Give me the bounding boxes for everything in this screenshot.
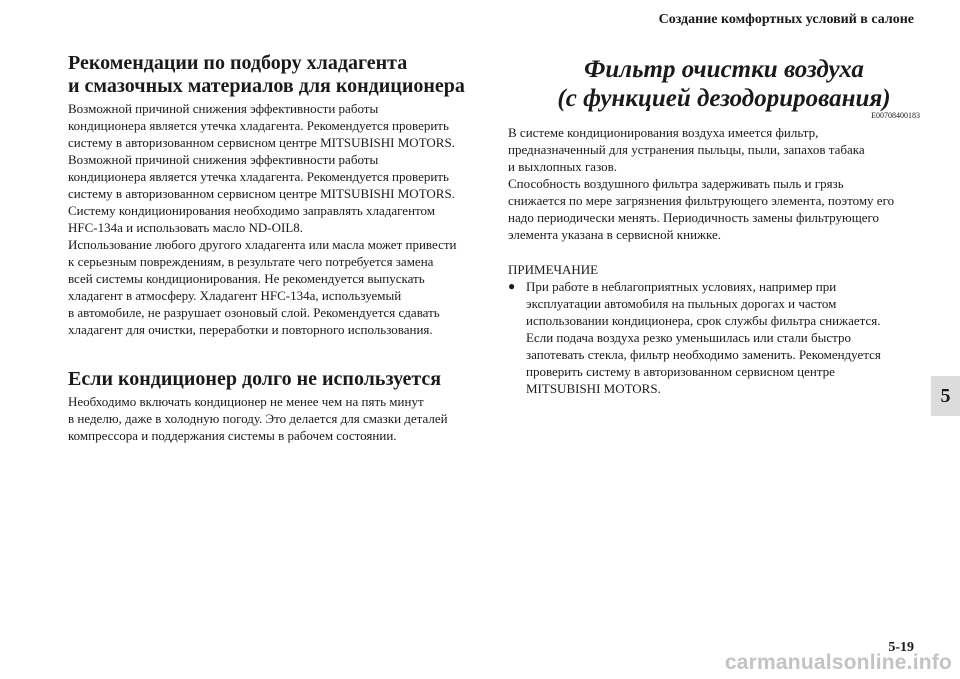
right-column: [508, 52, 920, 397]
section-title-unused-ac: Если кондиционер долго не используется: [68, 368, 442, 390]
section-body-refrigerant: Возможной причиной снижения эффективности работы кондиционера является утечка хладагента. Рекомендуется проверить систему в авторизованном сервисном центре MITSUBISHI MOTORS. Возможной причиной снижения эффективности работы кондиционера является утечка хладагента. Рекомендуется проверить систему в авторизованном сервисном центре MITSUBISHI MOTORS. Систему кондиционирования необходимо заправлять хладагентом HFC-134a и использовать масло ND-OIL8. Использование любого другого хладагента или масла может привести к серьезным повреждениям, в результате чего потребуется замена всей системы кондиционирования. Не рекомендуется выпускать хладагент в атмосферу. Хладагент HFC-134a, используемый в автомобиле, не разрушает озоновый слой. Рекомендуется сдавать хладагент для очистки, переработки и повторного использования.: [68, 101, 457, 337]
section-body-unused-ac: Необходимо включать кондиционер не менее чем на пять минут в неделю, даже в холодную погоду. Это делается для смазки деталей компрессора и поддержания системы в рабочем состоянии.: [68, 394, 448, 443]
left-column: [68, 52, 488, 444]
section-title-air-filter: Фильтр очистки воздуха (с функцией дезодорирования): [557, 56, 891, 112]
section-title-refrigerant: Рекомендации по подбору хладагента и смазочных материалов для кондиционера: [68, 52, 465, 97]
note-heading: ПРИМЕЧАНИЕ: [508, 262, 599, 277]
section-body-air-filter: В системе кондиционирования воздуха имеется фильтр, предназначенный для устранения пыльцы, пыли, запахов табака и выхлопных газов. Способность воздушного фильтра задерживать пыль и грязь снижается по мере загрязнения фильтрующего элемента, поэтому его надо периодически менять. Периодичность замены фильтрующего элемента указана в сервисной книжке.: [508, 125, 895, 242]
running-header: Создание комфортных условий в салоне: [658, 12, 914, 27]
bullet-icon: ●: [508, 279, 516, 293]
page-number: 5-19: [888, 640, 914, 655]
document-code: E00708400183: [871, 111, 920, 120]
chapter-tab: 5: [931, 376, 960, 416]
note-text: При работе в неблагоприятных условиях, например при эксплуатации автомобиля на пыльных дорогах и частом использовании кондиционера, срок службы фильтра снижается. Если подача воздуха резко уменьшилась или стали быстро запотевать стекла, фильтр необходимо заменить. Рекомендуется проверить систему в авторизованном сервисном центре MITSUBISHI MOTORS.: [526, 279, 881, 396]
watermark: carmanualsonline.info: [724, 651, 952, 674]
note-item: [508, 278, 920, 397]
note-list: [508, 278, 920, 397]
